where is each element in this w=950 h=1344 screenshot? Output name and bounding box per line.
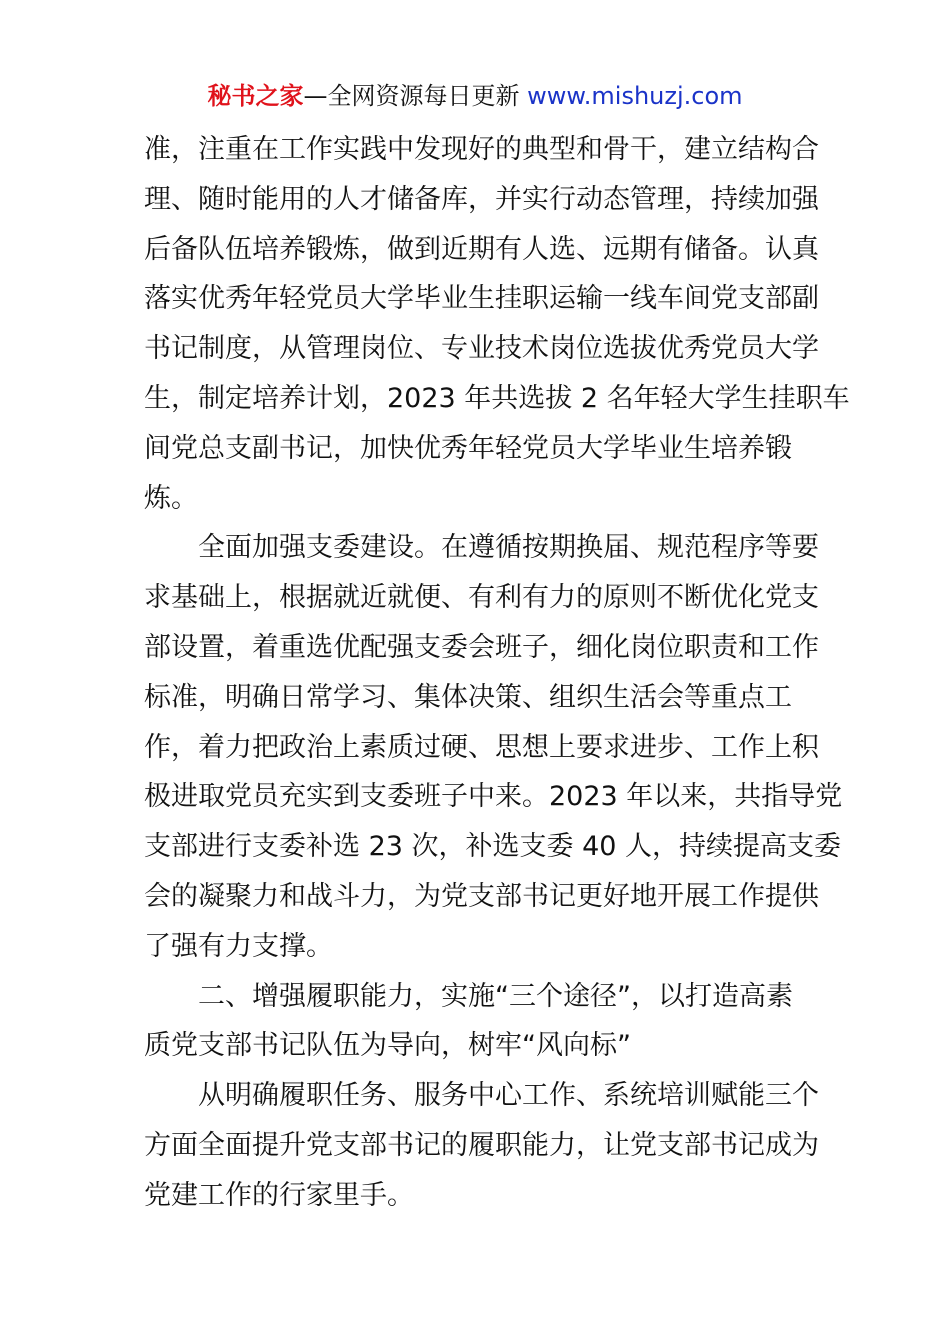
text-line: 落实优秀年轻党员大学毕业生挂职运输一线车间党支部副: [144, 283, 819, 315]
text-line: 间党总支副书记，加快优秀年轻党员大学毕业生培养锻: [144, 432, 792, 464]
text-line: 会的凝聚力和战斗力，为党支部书记更好地开展工作提供: [144, 880, 819, 912]
document-body: [144, 125, 850, 1221]
text-line: 理、随时能用的人才储备库，并实行动态管理，持续加强: [144, 183, 819, 215]
text-line: 标准，明确日常学习、集体决策、组织生活会等重点工: [144, 681, 792, 713]
header-tagline: —全网资源每日更新: [303, 82, 528, 110]
text-line: 从明确履职任务、服务中心工作、系统培训赋能三个: [198, 1080, 819, 1112]
paragraph: [144, 523, 843, 971]
brand-name: 秘书之家: [207, 82, 304, 110]
paragraph: [144, 125, 850, 523]
text-line: 部设置，着重选优配强支委会班子，细化岗位职责和工作: [144, 631, 819, 663]
text-line: 后备队伍培养锻炼，做到近期有人选、远期有储备。认真: [144, 233, 819, 265]
text-line: 书记制度，从管理岗位、专业技术岗位选拔优秀党员大学: [144, 333, 819, 365]
text-line: 准，注重在工作实践中发现好的典型和骨干，建立结构合: [144, 134, 819, 165]
text-line: 质党支部书记队伍为导向，树牢“风向标”: [144, 1030, 631, 1062]
text-line: 方面全面提升党支部书记的履职能力，让党支部书记成为: [144, 1129, 819, 1161]
text-line: 支部进行支委补选 23 次，补选支委 40 人，持续提高支委: [144, 831, 842, 863]
text-line: 二、增强履职能力，实施“三个途径”，以打造高素: [198, 980, 793, 1012]
text-line: 极进取党员充实到支委班子中来。2023 年以来，共指导党: [144, 781, 843, 813]
text-line: 作，着力把政治上素质过硬、思想上要求进步、工作上积: [144, 731, 819, 763]
text-line: 生，制定培养计划，2023 年共选拔 2 名年轻大学生挂职车: [144, 382, 850, 414]
site-url-link[interactable]: www.mishuzj.com: [527, 82, 743, 110]
text-line: 了强有力支撑。: [144, 930, 333, 962]
paragraph: [144, 1071, 824, 1220]
text-line: 党建工作的行家里手。: [144, 1179, 414, 1211]
text-line: 炼。: [144, 482, 198, 514]
site-header: [0, 80, 950, 112]
section-heading: [144, 972, 824, 1072]
text-line: 求基础上，根据就近就便、有利有力的原则不断优化党支: [144, 582, 819, 614]
text-line: 全面加强支委建设。在遵循按期换届、规范程序等要: [198, 532, 819, 564]
